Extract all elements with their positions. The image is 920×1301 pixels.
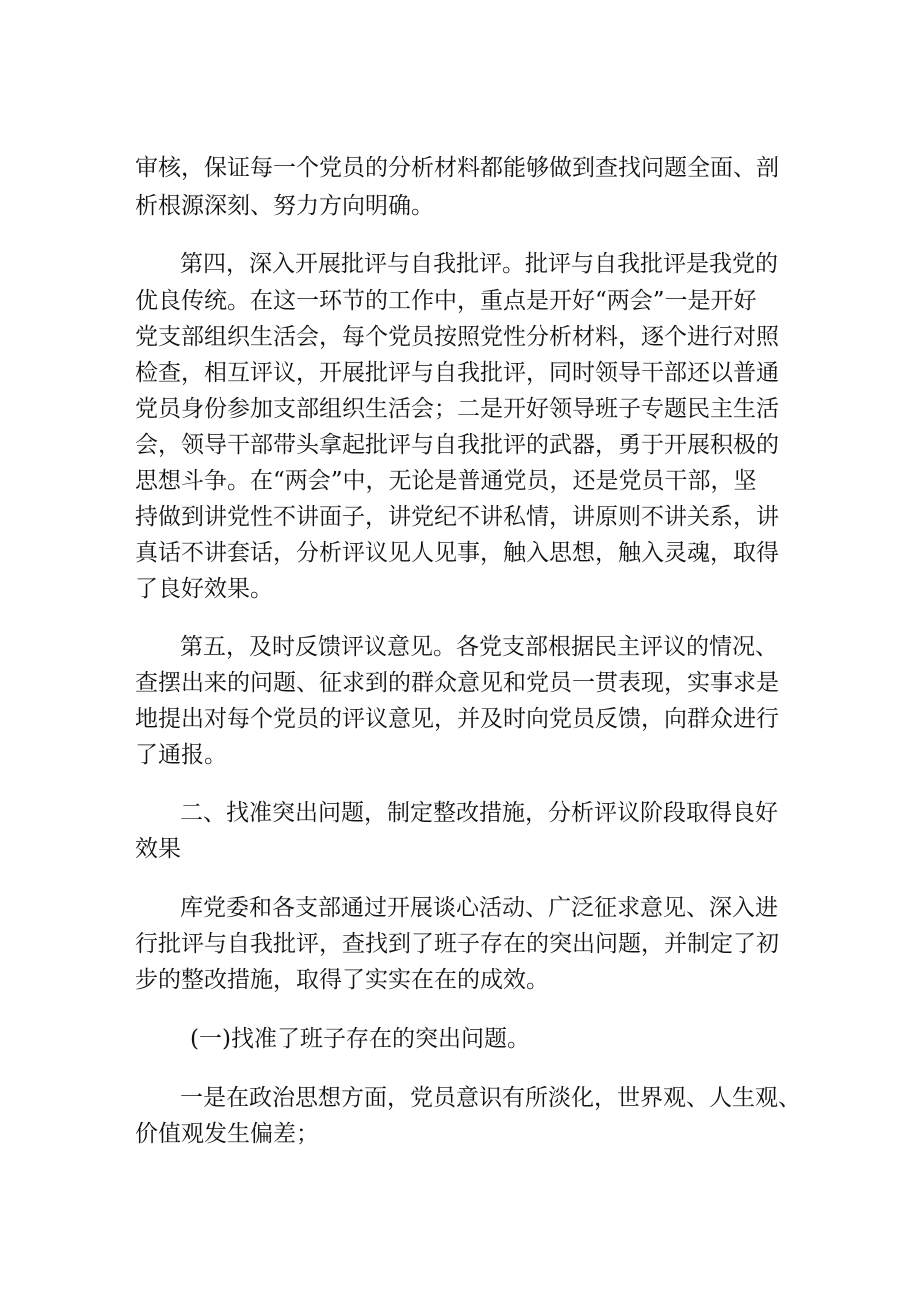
text-line: 行批评与自我批评，查找到了班子存在的突出问题，并制定了初 [135, 931, 779, 957]
text-line: 价值观发生偏差； [135, 1121, 319, 1147]
text-line: 库党委和各支部通过开展谈心活动、广泛征求意见、深入进 [180, 895, 778, 921]
text-line: 第五，及时反馈评议意见。各党支部根据民主评议的情况、 [180, 634, 778, 660]
text-line: 优良传统。在这一环节的工作中，重点是开好“两会”一是开好 [135, 288, 757, 314]
text-line: 思想斗争。在“两会”中，无论是普通党员，还是党员干部，坚 [135, 468, 757, 494]
text-line: 真话不讲套话，分析评议见人见事，触入思想，触入灵魂，取得 [135, 540, 779, 566]
text-line: 会，领导干部带头拿起批评与自我批评的武器，勇于开展积极的 [135, 432, 779, 458]
text-line: 地提出对每个党员的评议意见，并及时向党员反馈，向群众进行 [135, 706, 779, 732]
text-line: 查摆出来的问题、征求到的群众意见和党员一贯表现，实事求是 [135, 670, 779, 696]
section-heading-continued: 效果 [135, 836, 181, 862]
text-line: 一是在政治思想方面，党员意识有所淡化，世界观、人生观、 [180, 1085, 801, 1111]
text-line: 党支部组织生活会，每个党员按照党性分析材料，逐个进行对照 [135, 324, 779, 350]
text-line: 党员身份参加支部组织生活会；二是开好领导班子专题民主生活 [135, 396, 779, 422]
subsection-heading: (一)找准了班子存在的突出问题。 [190, 1026, 530, 1052]
text-line: 检查，相互评议，开展批评与自我批评，同时领导干部还以普通 [135, 360, 779, 386]
text-line: 审核，保证每一个党员的分析材料都能够做到查找问题全面、剖 [135, 155, 779, 181]
text-line: 持做到讲党性不讲面子，讲党纪不讲私情，讲原则不讲关系，讲 [135, 504, 779, 530]
text-line: 步的整改措施，取得了实实在在的成效。 [135, 967, 549, 993]
text-line: 了通报。 [135, 742, 227, 768]
section-heading: 二、找准突出问题，制定整改措施，分析评议阶段取得良好 [180, 800, 778, 826]
text-line: 了良好效果。 [135, 576, 273, 602]
text-line: 第四，深入开展批评与自我批评。批评与自我批评是我党的 [180, 251, 778, 277]
text-line: 析根源深刻、努力方向明确。 [135, 193, 434, 219]
